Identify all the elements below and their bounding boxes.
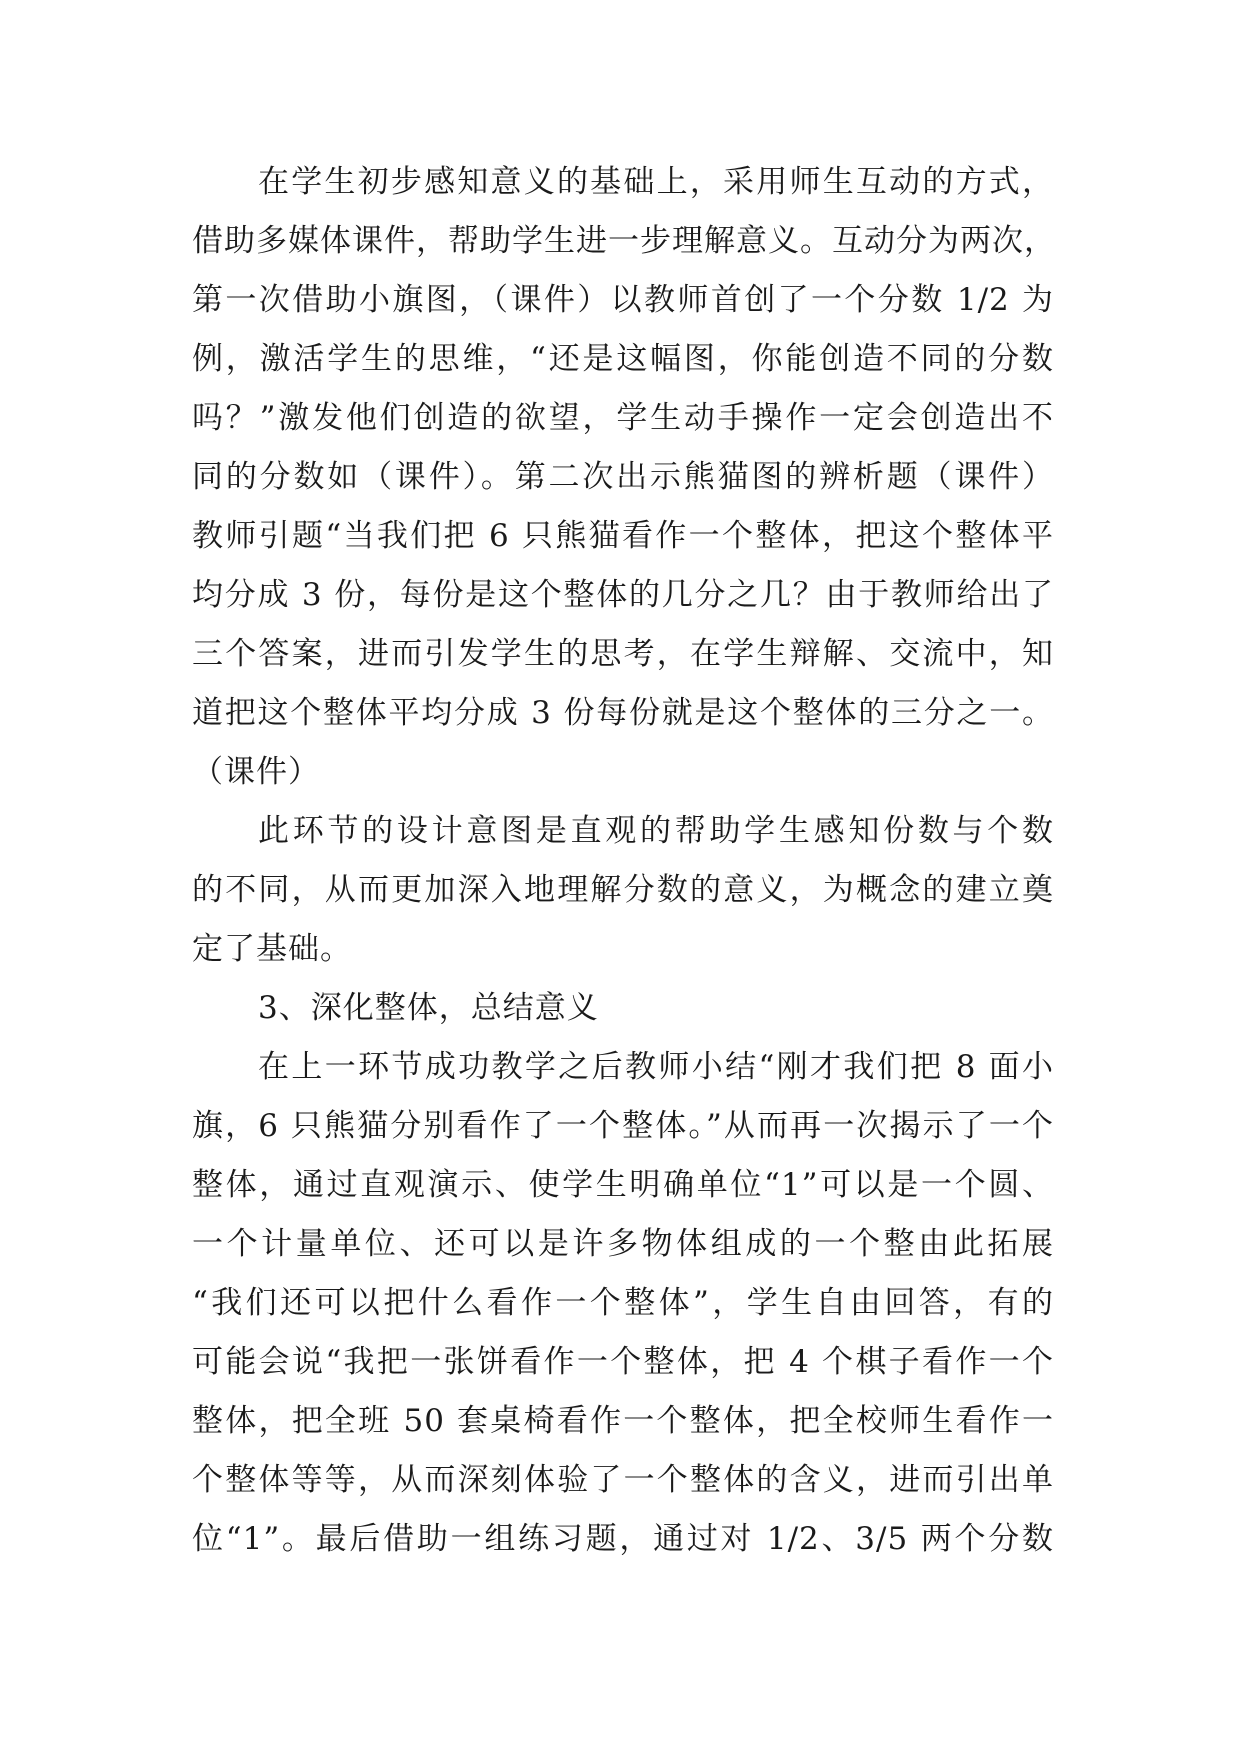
paragraph-line: 吗？”激发他们创造的欲望，学生动手操作一定会创造出不: [192, 400, 1054, 436]
paragraph-line: 个整体等等，从而深刻体验了一个整体的含义，进而引出单: [192, 1462, 1054, 1498]
paragraph-line: 旗，6 只熊猫分别看作了一个整体。”从而再一次揭示了一个: [192, 1108, 1054, 1144]
paragraph-line: 在学生初步感知意义的基础上，采用师生互动的方式，: [258, 164, 1054, 200]
paragraph-line: 可能会说“我把一张饼看作一个整体，把 4 个棋子看作一个: [192, 1344, 1054, 1380]
paragraph-line: （课件）: [192, 754, 320, 790]
paragraph-line: 定了基础。: [192, 931, 352, 967]
paragraph-line: 整体，通过直观演示、使学生明确单位“1”可以是一个圆、: [192, 1167, 1054, 1203]
paragraph-line: 一个计量单位、还可以是许多物体组成的一个整由此拓展: [192, 1226, 1054, 1262]
paragraph-line: 第一次借助小旗图，（课件）以教师首创了一个分数 1/2 为: [192, 282, 1054, 318]
paragraph-line: “我们还可以把什么看作一个整体”，学生自由回答，有的: [192, 1285, 1054, 1321]
paragraph-line: 借助多媒体课件，帮助学生进一步理解意义。互动分为两次，: [192, 223, 1056, 259]
paragraph-line: 同的分数如（课件）。第二次出示熊猫图的辨析题（课件）: [192, 459, 1054, 495]
paragraph-line: 的不同，从而更加深入地理解分数的意义，为概念的建立奠: [192, 872, 1054, 908]
paragraph-line: 此环节的设计意图是直观的帮助学生感知份数与个数: [258, 813, 1054, 849]
paragraph-line: 在上一环节成功教学之后教师小结“刚才我们把 8 面小: [258, 1049, 1054, 1085]
paragraph-line: 整体，把全班 50 套桌椅看作一个整体，把全校师生看作一: [192, 1403, 1054, 1439]
paragraph-line: 教师引题“当我们把 6 只熊猫看作一个整体，把这个整体平: [192, 518, 1054, 554]
paragraph-line: 道把这个整体平均分成 3 份每份就是这个整体的三分之一。: [192, 695, 1054, 731]
paragraph-line: 位“1”。最后借助一组练习题，通过对 1/2、3/5 两个分数: [192, 1521, 1054, 1557]
paragraph-line: 例，激活学生的思维，“还是这幅图，你能创造不同的分数: [192, 341, 1054, 377]
section-heading: 3、深化整体，总结意义: [258, 990, 599, 1026]
paragraph-line: 均分成 3 份，每份是这个整体的几分之几？由于教师给出了: [192, 577, 1054, 613]
paragraph-line: 三个答案，进而引发学生的思考，在学生辩解、交流中，知: [192, 636, 1054, 672]
